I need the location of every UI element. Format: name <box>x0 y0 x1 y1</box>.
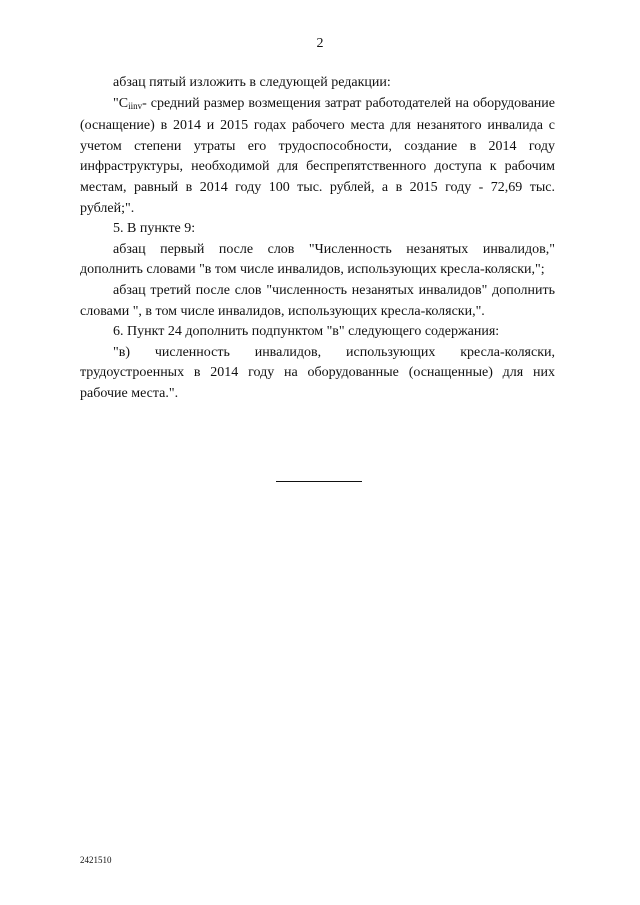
paragraph-7: "в) численность инвалидов, использующих кресла-коляски, трудоустроенных в 2014 году на оборудованные (оснащенные) для них рабочие места.". <box>80 344 555 401</box>
document-body <box>80 73 555 405</box>
paragraph-2-text: - средний размер возмещения затрат работодателей на оборудование (оснащение) в 2014 и 2015 годах рабочего места для незанятого инвалида с учетом степени утраты его трудоспособности, создание в 2014 году инфраструктуры, необходимой для беспрепятственного доступа к рабочим местам, равный в 2014 году 100 тыс. рублей, а в 2015 году - 72,69 тыс. рублей;". <box>80 95 555 216</box>
page-number: 2 <box>316 36 324 51</box>
paragraph-3: 5. В пункте 9: <box>113 221 196 237</box>
paragraph-4: абзац первый после слов "Численность незанятых инвалидов," дополнить словами "в том числе инвалидов, использующих кресла-коляски,"; <box>80 241 555 278</box>
paragraph-2 <box>80 94 555 220</box>
paragraph-6: 6. Пункт 24 дополнить подпунктом "в" следующего содержания: <box>113 324 500 340</box>
end-divider-line <box>276 481 362 482</box>
document-code: 2421510 <box>80 855 112 865</box>
formula-symbol: "C <box>113 95 129 111</box>
paragraph-5: абзац третий после слов "численность незанятых инвалидов" дополнить словами ", в том числе инвалидов, использующих кресла-коляски,". <box>80 282 555 319</box>
formula-subscript: iinv <box>128 100 143 111</box>
paragraph-1: абзац пятый изложить в следующей редакции: <box>113 75 391 90</box>
